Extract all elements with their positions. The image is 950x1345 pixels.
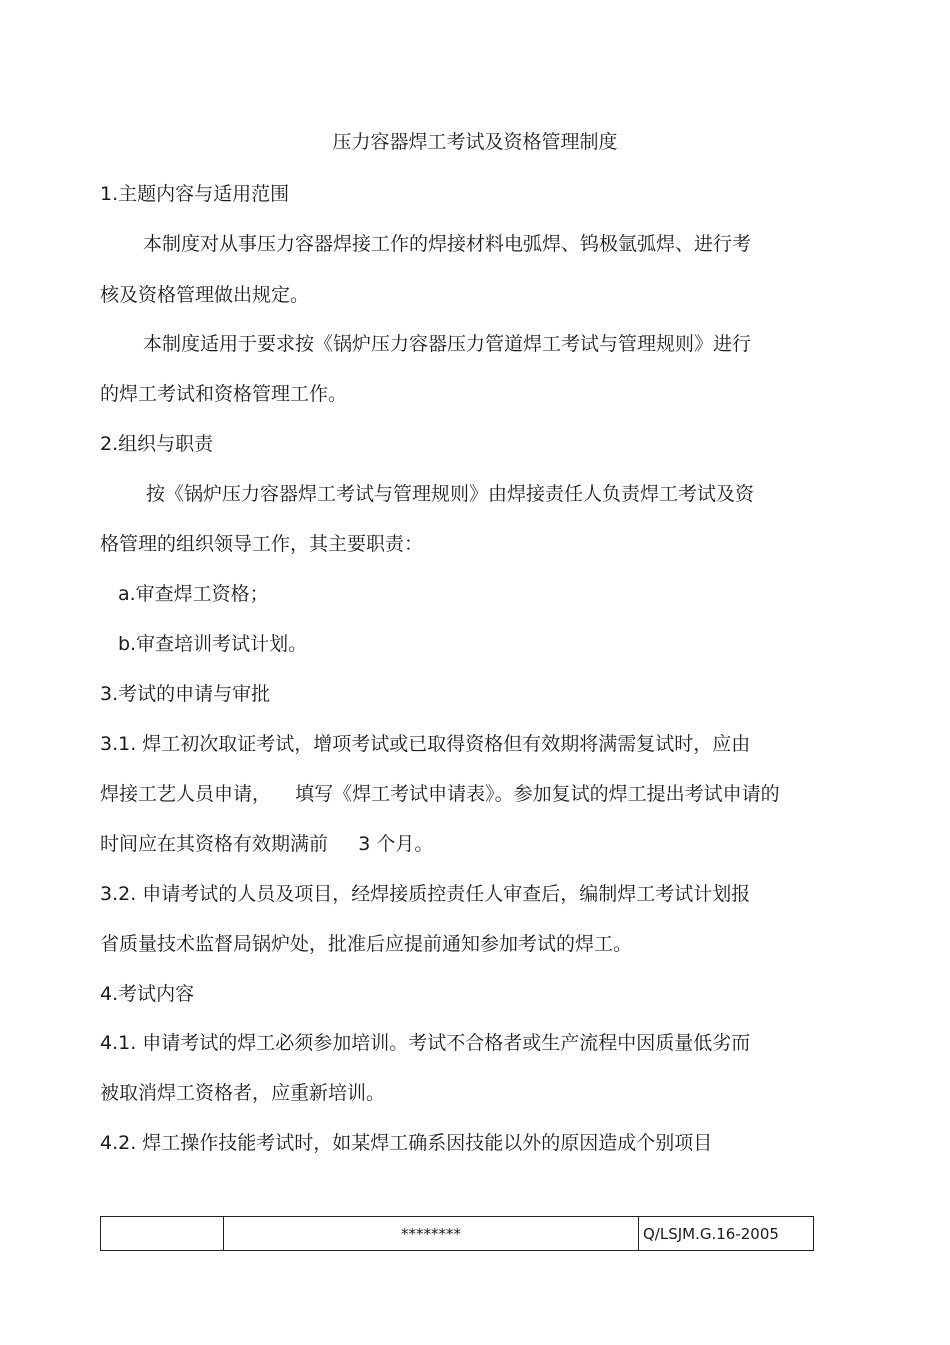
list-item: a.审查焊工资格； <box>118 583 269 605</box>
paragraph-line: 4.2. 焊工操作技能考试时，如某焊工确系因技能以外的原因造成个别项目 <box>100 1132 713 1154</box>
section-heading-1: 1.主题内容与适用范围 <box>100 183 290 205</box>
paragraph-line: 核及资格管理做出规定。 <box>100 284 310 306</box>
document-title: 压力容器焊工考试及资格管理制度 <box>332 131 618 153</box>
section-heading-2: 2.组织与职责 <box>100 433 214 455</box>
paragraph-line: 本制度适用于要求按《锅炉压力容器压力管道焊工考试与管理规则》进行 <box>143 333 752 355</box>
list-item: b.审查培训考试计划。 <box>118 633 308 655</box>
footer-cell-blank <box>101 1217 224 1251</box>
paragraph-line: 本制度对从事压力容器焊接工作的焊接材料电弧焊、钨极氩弧焊、进行考 <box>143 233 752 255</box>
paragraph-line: 4.1. 申请考试的焊工必须参加培训。考试不合格者或生产流程中因质量低劣而 <box>100 1032 751 1054</box>
footer-row <box>101 1217 814 1251</box>
paragraph-line: 格管理的组织领导工作，其主要职责： <box>100 533 424 555</box>
paragraph-line: 时间应在其资格有效期满前 3 个月。 <box>100 833 434 855</box>
footer-table <box>100 1216 814 1251</box>
paragraph-line: 省质量技术监督局锅炉处，批准后应提前通知参加考试的焊工。 <box>100 933 633 955</box>
paragraph-line: 3.2. 申请考试的人员及项目，经焊接质控责任人审查后，编制焊工考试计划报 <box>100 883 751 905</box>
paragraph-line: 的焊工考试和资格管理工作。 <box>100 383 348 405</box>
paragraph-line: 按《锅炉压力容器焊工考试与管理规则》由焊接责任人负责焊工考试及资 <box>146 483 755 505</box>
paragraph-line: 被取消焊工资格者，应重新培训。 <box>100 1082 386 1104</box>
paragraph-line: 焊接工艺人员申请， 填写《焊工考试申请表》。参加复试的焊工提出考试申请的 <box>100 783 780 805</box>
section-heading-3: 3.考试的申请与审批 <box>100 683 271 705</box>
paragraph-line: 3.1. 焊工初次取证考试，增项考试或已取得资格但有效期将满需复试时，应由 <box>100 733 751 755</box>
footer-cell-masked: ******** <box>224 1217 639 1251</box>
section-heading-4: 4.考试内容 <box>100 983 195 1005</box>
footer-cell-doc-code: Q/LSJM.G.16-2005 <box>639 1217 814 1251</box>
